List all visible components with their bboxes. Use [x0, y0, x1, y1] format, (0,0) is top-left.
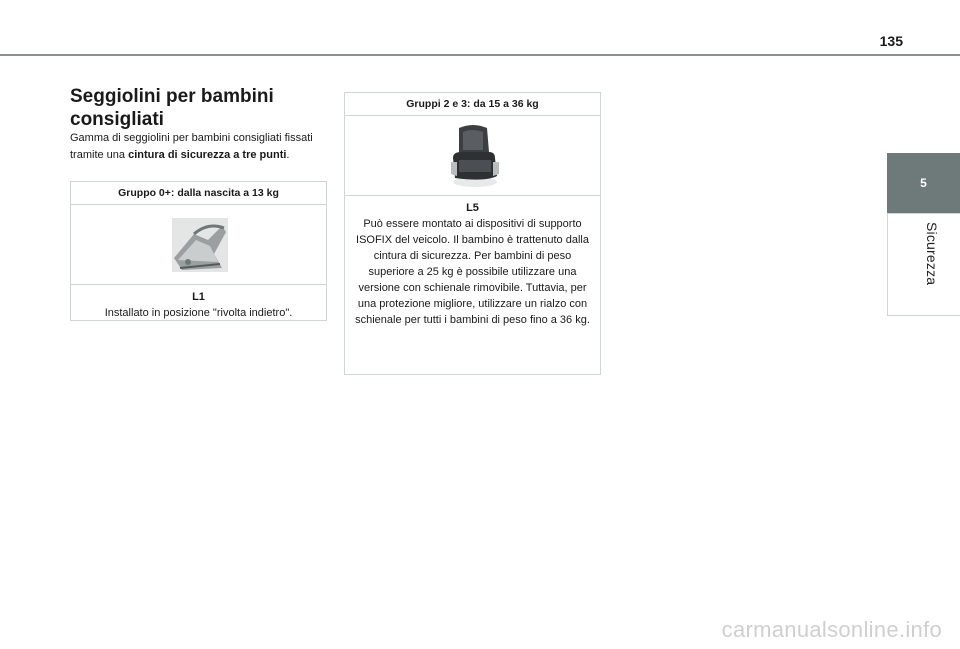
card-body [71, 285, 326, 325]
seat-code: L1 [192, 291, 205, 303]
chapter-title: Sicurezza [924, 222, 940, 286]
header-rule [0, 54, 960, 56]
watermark: carmanualsonline.info [721, 617, 942, 642]
page-number: 135 [879, 33, 903, 49]
card-image [345, 116, 600, 196]
intro-text: Gamma di seggiolini per bambini consigliati fissati tramite una [70, 132, 313, 161]
card-header: Gruppo 0+: dalla nascita a 13 kg [71, 182, 326, 205]
intro-bold-text: cintura di sicurezza a tre punti [128, 149, 287, 161]
chapter-number: 5 [920, 176, 927, 190]
intro-text-end: . [286, 149, 290, 161]
rear-facing-infant-seat-icon [164, 214, 234, 276]
section-intro [70, 130, 330, 164]
section-title: Seggiolini per bambini consigliati [70, 86, 274, 130]
card-header: Gruppi 2 e 3: da 15 a 36 kg [345, 93, 600, 116]
booster-seat-isofix-icon [445, 122, 501, 190]
card-body [345, 196, 600, 332]
seat-description: Può essere montato ai dispositivi di supporto ISOFIX del veicolo. Il bambino è trattenuto dalla cintura di sicurezza. Per bambini di peso superiore a 25 kg è possibile utilizzare una versione con schienale rimovibile. Tuttavia, per una protezione migliore, utilizzare un rialzo con schienale per tutti i bambini di peso fino a 36 kg. [355, 218, 590, 326]
child-seat-card-group-2-3 [344, 92, 601, 375]
seat-code: L5 [466, 202, 479, 214]
seat-description: Installato in posizione "rivolta indietro". [104, 307, 293, 319]
card-image [71, 205, 326, 285]
child-seat-card-group-0 [70, 181, 327, 321]
